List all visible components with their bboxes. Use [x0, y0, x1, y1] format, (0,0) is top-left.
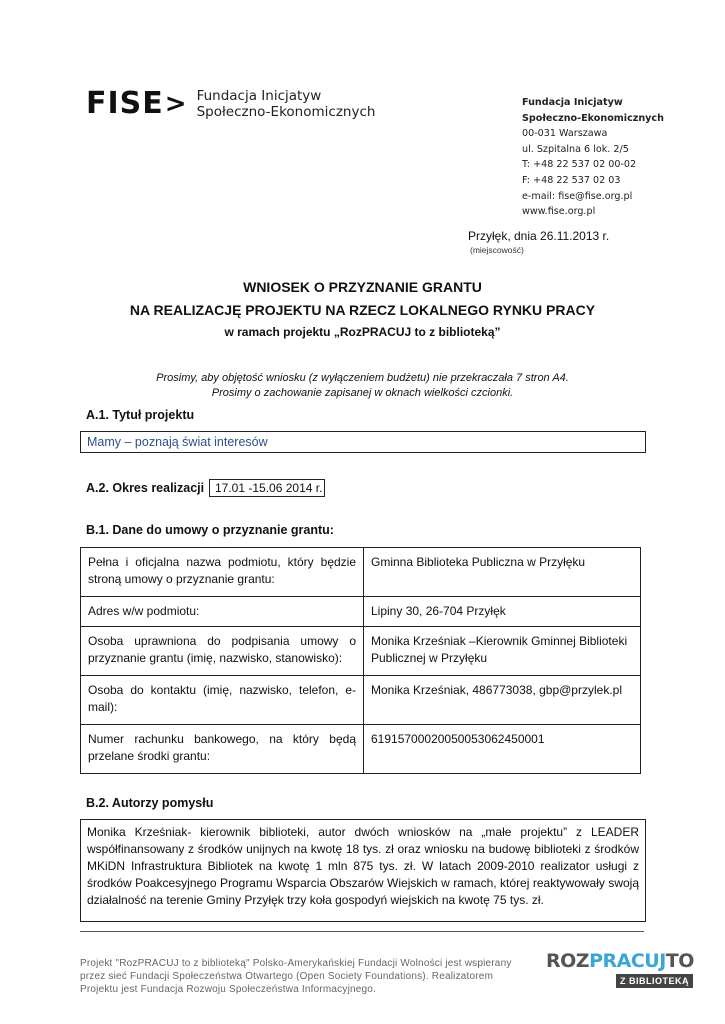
- row-label: Adres w/w podmiotu:: [81, 597, 364, 627]
- note-line-1: Prosimy, aby objętość wniosku (z wyłączeniem budżetu) nie przekraczała 7 stron A4.: [156, 372, 569, 384]
- document-subtitle: NA REALIZACJĘ PROJEKTU NA RZECZ LOKALNEGO RYNKU PRACY: [129, 302, 596, 318]
- contract-data-table: [80, 547, 641, 774]
- note-line-2: Prosimy o zachowanie zapisanej w oknach wielkości czcionki.: [211, 387, 514, 399]
- footer-text: Projekt "RozPRACUJ to z biblioteką" Polsko-Amerykańskiej Fundacji Wolności jest wspierany przez sieć Fundacji Społeczeństwa Otwartego (Open Society Foundations). Realizatorem Projektu jest Fundacja Rozwoju Społeczeństwa Informacyjnego.: [80, 958, 512, 995]
- section-b2-heading: B.2. Autorzy pomysłu: [86, 796, 214, 810]
- brand-pracuj: PRACUJ: [589, 950, 666, 972]
- row-value[interactable]: 61915700020050053062450001: [364, 725, 641, 774]
- address-city: 00-031 Warszawa: [522, 128, 608, 140]
- address-name-1: Fundacja Inicjatyw: [522, 97, 623, 108]
- place-date: Przyłęk, dnia 26.11.2013 r.: [468, 229, 610, 243]
- row-label: Pełna i oficjalna nazwa podmiotu, który będzie stroną umowy o przyznanie grantu:: [81, 548, 364, 597]
- project-title-field[interactable]: [80, 431, 646, 453]
- section-a2-heading: A.2. Okres realizacji: [86, 481, 205, 495]
- row-label: Numer rachunku bankowego, na który będą przelane środki grantu:: [81, 725, 364, 774]
- project-title-value: Mamy – poznają świat interesów: [87, 435, 268, 449]
- table-row: [81, 676, 641, 725]
- address-web: www.fise.org.pl: [522, 206, 596, 218]
- section-b1-heading: B.1. Dane do umowy o przyznanie grantu:: [86, 523, 334, 537]
- fise-logo: [86, 88, 375, 120]
- address-name-2: Społeczno-Ekonomicznych: [522, 112, 664, 124]
- authors-field[interactable]: Monika Krześniak- kierownik biblioteki, autor dwóch wniosków na „małe projektu” z LEADER współfinansowany z środków unijnych na kwotę 18 tys. zł oraz wniosku na budowę biblioteki z środków MKiDN Infrastruktura Bibliotek na kwotę 1 mln 875 tys. zł. W latach 2009-2010 realizator usługi z środków Poakcesyjnego Programu Wsparcia Obszarów Wiejskich w ramach, której reaktywowały swoją działalność na terenie Gminy Przyłęk trzy koła gospodyń wiejskich na kwotę 75 tys. zł.: [80, 819, 646, 922]
- address-tel: T: +48 22 537 02 00-02: [522, 159, 637, 171]
- row-value[interactable]: Gminna Biblioteka Publiczna w Przyłęku: [364, 548, 641, 597]
- place-note: (miejscowość): [470, 245, 524, 255]
- logo-line-2: Społeczno-Ekonomicznych: [196, 104, 376, 120]
- logo-arrow-icon: >: [164, 89, 187, 119]
- address-street: ul. Szpitalna 6 lok. 2/5: [522, 143, 629, 155]
- instructions-note: [0, 371, 725, 401]
- brand-subtitle: Z BIBLIOTEKĄ: [616, 974, 693, 988]
- brand-to: TO: [665, 950, 694, 972]
- header-address: [522, 95, 664, 220]
- logo-line-1: Fundacja Inicjatyw: [196, 88, 322, 104]
- brand-wordmark: [546, 952, 694, 971]
- table-row: [81, 548, 641, 597]
- row-label: Osoba uprawniona do podpisania umowy o przyznanie grantu (imię, nazwisko, stanowisko):: [81, 627, 364, 676]
- project-name: w ramach projektu „RozPRACUJ to z biblioteką”: [224, 325, 501, 339]
- address-fax: F: +48 22 537 02 03: [522, 174, 621, 186]
- row-value[interactable]: Monika Krześniak, 486773038, gbp@przylek.pl: [364, 676, 641, 725]
- row-value[interactable]: Monika Krześniak –Kierownik Gminnej Biblioteki Publicznej w Przyłęku: [364, 627, 641, 676]
- table-row: [81, 725, 641, 774]
- table-row: [81, 627, 641, 676]
- footer-divider: [80, 931, 644, 932]
- logo-mark: FISE: [86, 86, 164, 121]
- section-a1-heading: A.1. Tytuł projektu: [86, 408, 195, 422]
- document-title: WNIOSEK O PRZYZNANIE GRANTU: [243, 279, 482, 295]
- address-email: e-mail: fise@fise.org.pl: [522, 190, 633, 202]
- realization-period-field[interactable]: 17.01 -15.06 2014 r.: [209, 479, 325, 497]
- rozpracujto-logo: [546, 952, 694, 989]
- row-label: Osoba do kontaktu (imię, nazwisko, telefon, e-mail):: [81, 676, 364, 725]
- logo-text: [197, 88, 376, 120]
- row-value[interactable]: Lipiny 30, 26-704 Przyłęk: [364, 597, 641, 627]
- brand-roz: ROZ: [546, 950, 590, 972]
- table-row: [81, 597, 641, 627]
